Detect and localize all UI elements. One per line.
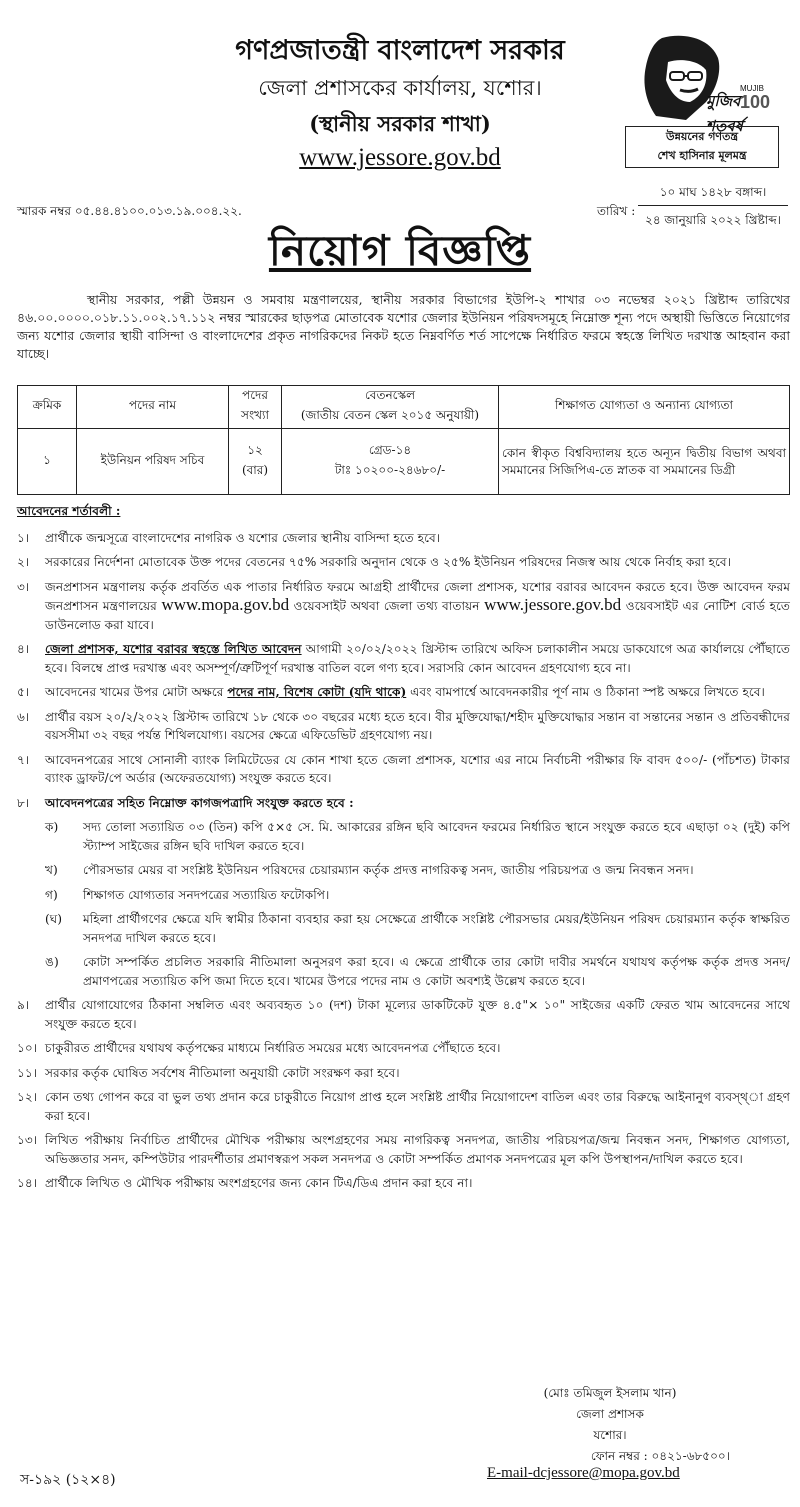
sub-label: ঙ): [45, 955, 59, 969]
header-scale-line1: বেতনস্কেল: [364, 388, 416, 402]
rule-6: [17, 708, 790, 745]
notice-title: [200, 218, 600, 289]
rule-number: ১০।: [17, 1041, 38, 1055]
row-count-line2: (বার): [241, 462, 269, 477]
sub-text: শিক্ষাগত যোগ্যতার সনদপত্রের সত্যায়িত ফটোকপি।: [83, 887, 330, 902]
rule-number: ১।: [17, 530, 30, 545]
table-header-row: [18, 386, 790, 429]
header-count-line1: পদের: [242, 388, 268, 402]
rule-1: [17, 529, 790, 548]
rule-3-text-b: ওয়েবসাইট অথবা জেলা তথ্য বাতায়ন: [293, 599, 480, 613]
header-count: [229, 386, 282, 429]
rule-4-text: আগামী ২০/০২/২০২২ খ্রিস্টাব্দ তারিখে অফিস চলাকালীন সময়ে ডাকযোগে অত্র কার্যালয়ে পৌঁছাতে হবে। বিলম্বে প্রাপ্ত দরখাস্ত এবং অসম্পূর্ণ/ত্রুটিপূর্ণ দরখাস্ত বাতিল বলে গণ্য হবে। সরাসরি কোন আবেদন গ্রহণযোগ্য হবে না।: [45, 642, 791, 675]
sub-label: খ): [45, 863, 58, 877]
date-label: তারিখ :: [597, 204, 636, 218]
row-count-line1: ১২: [247, 442, 263, 457]
rule-text: কোন তথ্য গোপন করে বা ভুল তথ্য প্রদান করে চাকুরীতে নিয়োগ প্রাপ্ত হলে সংশ্লিষ্ট প্রার্থীর নিয়োগাদেশ বাতিল এবং তার বিরুদ্ধে আইনানুগ ব্যবস্থ্া গ্রহণ করা হবে।: [45, 1090, 790, 1123]
rule-8-sub-gha: [45, 910, 790, 947]
sub-label: (ঘ): [45, 912, 63, 926]
rule-number: ১৪।: [17, 1176, 38, 1190]
rule-8-sub-umo: [45, 953, 790, 990]
rule-text: [45, 683, 790, 702]
rule-11: [17, 1064, 790, 1083]
sub-text: পৌরসভার মেয়র বা সংশ্লিষ্ট ইউনিয়ন পরিষদের চেয়ারম্যান কর্তৃক প্রদত্ত নাগরিকত্ব সনদ, জাতীয় পরিচয়পত্র ও জন্ম নিবন্ধন সনদ।: [83, 863, 694, 877]
rule-14: [17, 1174, 790, 1193]
header-government: গণপ্রজাতন্ত্রী বাংলাদেশ সরকার: [235, 35, 565, 66]
rule-text: প্রার্থীকে লিখিত ও মৌখিক পরীক্ষায় অংশগ্রহণের জন্য কোন টিএ/ডিএ প্রদান করা হবে না।: [45, 1176, 473, 1190]
rule-12: [17, 1088, 790, 1125]
signatory-designation: জেলা প্রশাসক: [576, 1407, 644, 1421]
rule-text: সরকার কর্তৃক ঘোষিত সর্বশেষ নীতিমালা অনুযায়ী কোটা সংরক্ষণ করা হবে।: [45, 1065, 400, 1080]
rule-text: প্রার্থীর যোগাযোগের ঠিকানা সম্বলিত এবং অব্যবহৃত ১০ (দশ) টাকা মূল্যের ডাকটিকেট যুক্ত ৪.৫"× ১০" সাইজের একটি ফেরত খাম আবেদনের সাথে সংযুক্ত করতে হবে।: [45, 998, 790, 1031]
signatory-name: (মোঃ তমিজুল ইসলাম খান): [543, 1386, 677, 1400]
rule-8: [17, 794, 790, 813]
rule-text: লিখিত পরীক্ষায় নির্বাচিত প্রার্থীদের মৌখিক পরীক্ষায় অংশগ্রহণের সময় নাগরিকত্ব সনদপত্র, জাতীয় পরিচয়পত্র/জন্ম নিবন্ধন সনদ, শিক্ষাগত যোগ্যতা, অভিজ্ঞতার সনদ, কম্পিউটার পারদর্শীতার প্রমাণস্বরূপ সকল সনদপত্র ও কোটা সম্পর্কিত প্রমাণক সনদপত্রের মূল কপি উপস্থাপন/দাখিল করতে হবে।: [45, 1133, 790, 1166]
jessore-website-link[interactable]: www.jessore.gov.bd: [484, 595, 622, 614]
rule-number: ৫।: [17, 685, 30, 699]
header-post: পদের নাম: [77, 386, 229, 429]
rule-4-bold: জেলা প্রশাসক, যশোর বরাবর স্বহস্তে লিখিত আবেদন: [45, 642, 302, 656]
signatory-place: যশোর।: [593, 1428, 627, 1442]
sub-text: কোটা সম্পর্কিত প্রচলিত সরকারি নীতিমালা অনুসরণ করা হবে। এ ক্ষেত্রে প্রার্থীকে তার কোটা দাবীর সমর্থনে যথাযথ কর্তৃপক্ষ কর্তৃক প্রদত্ত সনদ/প্রমাণপত্রের সত্যায়িত কপি জমা দিতে হবে। খামের উপরে পদের নাম ও কোটা অবশ্যই উল্লেখ করতে হবে।: [83, 955, 790, 988]
rule-8-sub-ka: [45, 818, 790, 855]
rule-text: আবেদনপত্রের সহিত নিম্নোক্ত কাগজপত্রাদি সংযুক্ত করতে হবে :: [45, 795, 354, 810]
rule-2: [17, 553, 790, 572]
row-grade: গ্রেড-১৪: [368, 442, 412, 457]
conditions-title: [17, 502, 790, 521]
signature-block: [490, 1383, 730, 1467]
rule-number: ১১।: [17, 1065, 38, 1080]
conditions-title-text: আবেদনের শর্তাবলী :: [17, 504, 121, 518]
rule-3-text-a: জনপ্রশাসন মন্ত্রণালয় কর্তৃক প্রবর্তিত এক পাতার নির্ধারিত ফরমে আগ্রহী প্রার্থীদের জেলা প্রশাসক, যশোর বরাবর আবেদন করতে হবে। উক্ত আবেদন ফরম জনপ্রশাসন মন্ত্রণালয়ের: [45, 579, 790, 613]
rule-number: ৮।: [17, 795, 30, 810]
rule-number: ২।: [17, 555, 30, 569]
notice-title-text: নিয়োগ বিজ্ঞপ্তি: [268, 226, 532, 275]
rule-4: [17, 640, 790, 677]
rule-7: [17, 751, 790, 788]
rule-text: [45, 640, 790, 677]
header-count-line2: সংখ্যা: [241, 408, 269, 422]
rule-text: [45, 578, 790, 635]
rule-5: [17, 683, 790, 702]
rule-number: ৪।: [17, 642, 30, 656]
rule-13: [17, 1131, 790, 1168]
row-pay: টাঃ ১০২০০-২৪৬৮০/-: [334, 462, 446, 477]
mopa-website-link[interactable]: www.mopa.gov.bd: [161, 595, 290, 614]
table-row: [18, 429, 790, 495]
rule-3-text-c: ওয়েবসাইট এর নোটিশ বোর্ড হতে ডাউনলোড করা যাবে।: [45, 599, 791, 632]
rule-text: সরকারের নির্দেশনা মোতাবেক উক্ত পদের বেতনের ৭৫% সরকারি অনুদান থেকে ও ২৫% ইউনিয়ন পরিষদের নিজস্ব আয় থেকে নির্বাহ করা হবে।: [45, 555, 732, 569]
header-website-link[interactable]: www.jessore.gov.bd: [299, 144, 501, 171]
rule-text: প্রার্থীকে জন্মসূত্রে বাংলাদেশের নাগরিক ও যশোর জেলার স্থানীয় বাসিন্দা হতে হবে।: [45, 530, 441, 545]
rule-8-sub-ga: [45, 886, 790, 905]
header-serial: ক্রমিক: [18, 386, 77, 429]
rule-5-text-a: আবেদনের খামের উপর মোটা অক্ষরে: [45, 685, 224, 699]
rule-5-bold: পদের নাম, বিশেষ কোটা (যদি থাকে): [227, 685, 407, 699]
rule-number: ১২।: [17, 1090, 38, 1104]
row-serial: ১: [18, 429, 77, 495]
rule-9: [17, 996, 790, 1033]
header-qualification: শিক্ষাগত যোগ্যতা ও অন্যান্য যোগ্যতা: [499, 386, 790, 429]
row-qualification: কোন স্বীকৃত বিশ্ববিদ্যালয় হতে অন্যূন দ্বিতীয় বিভাগ অথবা সমমানের সিজিপিএ-তে স্নাতক বা সমমানের ডিগ্রী: [499, 429, 790, 495]
rule-10: [17, 1039, 790, 1058]
footer-code: স-১৯২ (১২×৪): [20, 1472, 116, 1488]
header-office: জেলা প্রশাসকের কার্যালয়, যশোর।: [258, 76, 542, 100]
rule-number: ১৩।: [17, 1133, 38, 1147]
signatory-phone: ফোন নম্বর : ০৪২১-৬৮৫০০।: [590, 1449, 730, 1463]
sub-text: মহিলা প্রার্থীগণের ক্ষেত্রে যদি স্বামীর ঠিকানা ব্যবহার করা হয় সেক্ষেত্রে প্রার্থীকে সংশ্লিষ্ট পৌরসভার মেয়র/ইউনিয়ন পরিষদ চেয়ারম্যান কর্তৃক স্বাক্ষরিত সনদপত্র দাখিল করতে হবে।: [83, 912, 790, 945]
rule-text: আবেদনপত্রের সাথে সোনালী ব্যাংক লিমিটেডের যে কোন শাখা হতে জেলা প্রশাসক, যশোর এর নামে নির্বাচনী পরীক্ষার ফি বাবদ ৫০০/- (পাঁচশত) টাকার ব্যাংক ড্রাফট/পে অর্ডার (অফেরতযোগ্য) সংযুক্ত করতে হবে।: [45, 752, 790, 785]
rule-text: প্রার্থীর বয়স ২০/২/২০২২ খ্রিস্টাব্দ তারিখে ১৮ থেকে ৩০ বছরের মধ্যে হতে হবে। বীর মুক্তিযোদ্ধা/শহীদ মুক্তিযোদ্ধার সন্তান বা সন্তানের সন্তান ও প্রতিবন্ধীদের বয়সসীমা ৩২ বছর পর্যন্ত শিথিলযোগ্য। বয়সের ক্ষেত্রে এফিডেভিট গ্রহণযোগ্য নয়।: [45, 709, 790, 742]
rule-3: [17, 578, 790, 635]
row-scale: [282, 429, 499, 495]
vacancy-table: [17, 385, 790, 495]
mujib-logo-text: মুজিব শতবর্ষ: [706, 92, 743, 135]
rule-number: ৯।: [17, 998, 30, 1012]
conditions-section: [17, 502, 790, 1199]
rule-5-text-b: এবং বামপার্শ্বে আবেদনকারীর পূর্ণ নাম ও ঠিকানা স্পষ্ট অক্ষরে লিখতে হবে।: [410, 685, 765, 699]
header-scale-line2: (জাতীয় বেতন স্কেল ২০১৫ অনুযায়ী): [300, 408, 480, 422]
header-branch: (স্থানীয় সরকার শাখা): [309, 111, 491, 136]
memo-number: স্মারক নম্বর ০৫.৪৪.৪১০০.০১৩.১৯.০০৪.২২.: [17, 204, 242, 218]
row-post: ইউনিয়ন পরিষদ সচিব: [77, 429, 229, 495]
mujib-logo-tag: MUJIB: [740, 84, 764, 93]
intro-paragraph: স্থানীয় সরকার, পল্লী উন্নয়ন ও সমবায় মন্ত্রণালয়ের, স্থানীয় সরকার বিভাগের ইউপি-২ শাখার ০৩ নভেম্বর ২০২১ খ্রিষ্টাব্দ তারিখের ৪৬.০০.০০০০.০১৮.১১.০০২.১৭.১১২ নম্বর স্মারকের ছাড়পত্র মোতাবেক যশোর জেলার ইউনিয়ন পরিষদসমূহে নিম্নোক্ত শূন্য পদে অস্থায়ী ভিত্তিতে নিয়োগের জন্য যশোর জেলার স্থায়ী বাসিন্দা ও বাংলাদেশের প্রকৃত নাগরিকদের নিকট হতে নিম্নবর্ণিত শর্ত সাপেক্ষে নির্ধারিত ফরমে স্বহস্তে লিখিত দরখাস্ত আহবান করা যাচ্ছে।: [17, 292, 790, 361]
date-bangla: ১০ মাঘ ১৪২৮ বঙ্গাব্দ।: [638, 184, 788, 206]
rule-number: ৭।: [17, 752, 30, 767]
header-scale: [282, 386, 499, 429]
date-english: ২৪ জানুয়ারি ২০২২ খ্রিষ্টাব্দ।: [645, 213, 781, 227]
rule-number: ৬।: [17, 709, 30, 724]
slogan-line1: উন্নয়নের গণতন্ত্র: [666, 130, 738, 143]
email-link[interactable]: E-mail-dcjessore@mopa.gov.bd: [487, 1465, 680, 1481]
rule-8-sub-kha: [45, 861, 790, 880]
slogan-line2: শেখ হাসিনার মূলমন্ত্র: [657, 149, 747, 162]
sub-label: ক): [45, 820, 59, 834]
sub-text: সদ্য তোলা সত্যায়িত ০৩ (তিন) কপি ৫×৫ সে. মি. আকারের রঙ্গিন ছবি আবেদন ফরমের নির্ধারিত স্থানে সংযুক্ত করতে হবে এছাড়া ০২ (দুই) কপি স্ট্যাম্প সাইজের রঙ্গিন ছবি দাখিল করতে হবে।: [83, 820, 790, 853]
slogan-box: [625, 126, 779, 168]
rule-text: চাকুরীরত প্রার্থীদের যথাযথ কর্তৃপক্ষের মাধ্যমে নির্ধারিত সময়ের মধ্যে আবেদনপত্র পৌঁছাতে হবে।: [45, 1041, 501, 1055]
sub-label: গ): [45, 887, 58, 902]
row-count: [229, 429, 282, 495]
mujib-logo-100: 100: [740, 92, 771, 112]
rule-number: ৩।: [17, 579, 30, 594]
